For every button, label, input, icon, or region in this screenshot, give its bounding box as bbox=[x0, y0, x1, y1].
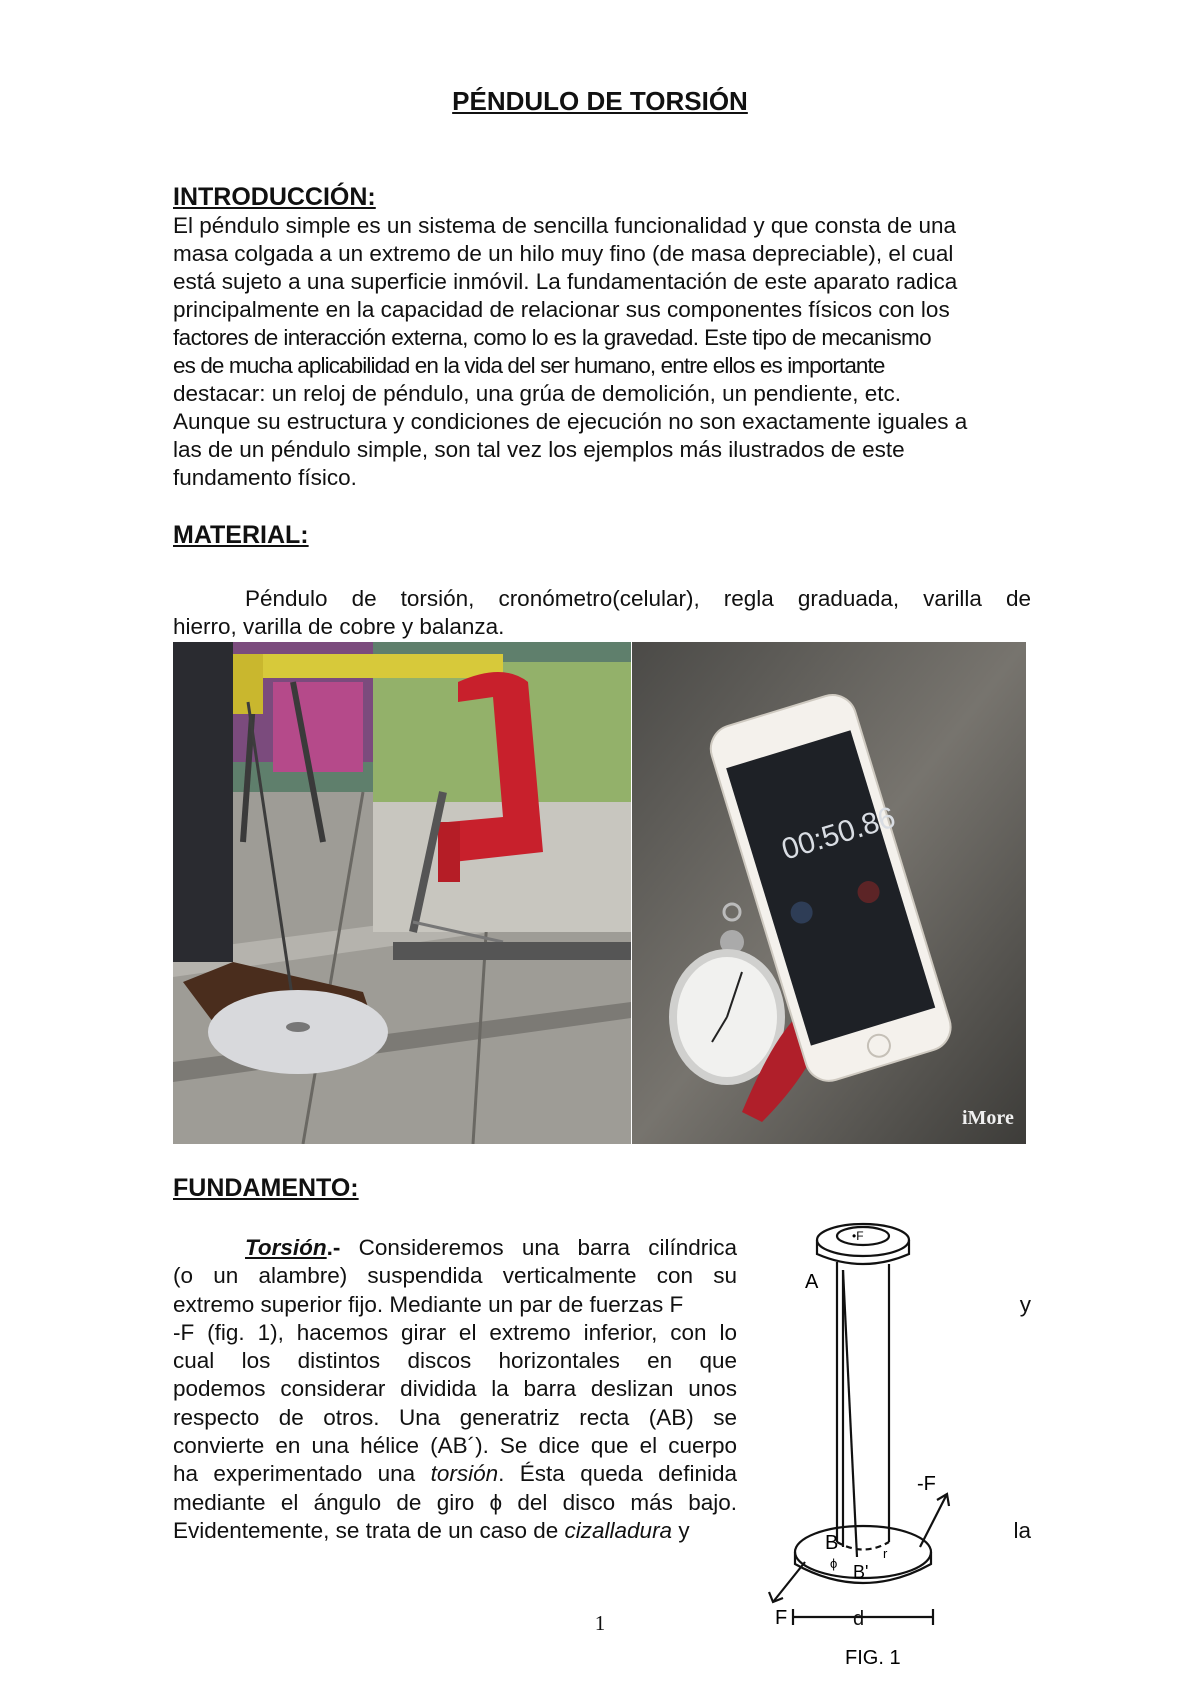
intro-line: las de un péndulo simple, son tal vez los ejemplos más ilustrados de este bbox=[173, 437, 905, 462]
intro-line: El péndulo simple es un sistema de sencilla funcionalidad y que consta de una bbox=[173, 213, 956, 238]
intro-line: masa colgada a un extremo de un hilo muy fino (de masa depreciable), el cual bbox=[173, 241, 954, 266]
stopwatch-display: 00:50.86 bbox=[777, 800, 900, 867]
intro-line: fundamento físico. bbox=[173, 465, 357, 490]
fundamento-line: mediante el ángulo de giro ϕ del disco más bajo. bbox=[173, 1489, 737, 1515]
torsion-figure bbox=[765, 1212, 955, 1672]
fundamento-line: -F (fig. 1), hacemos girar el extremo inferior, con lo bbox=[173, 1319, 737, 1345]
intro-heading: INTRODUCCIÓN: bbox=[173, 183, 376, 211]
fundamento-line-tail: la bbox=[1013, 1517, 1031, 1543]
imore-watermark: iMore bbox=[962, 1107, 1014, 1129]
fundamento-line-text: extremo superior fijo. Mediante un par de fuerzas F bbox=[173, 1291, 684, 1317]
fundamento-line bbox=[173, 1460, 737, 1488]
label-b-prime: B' bbox=[853, 1562, 869, 1582]
fundamento-line: (o un alambre) suspendida verticalmente con su bbox=[173, 1263, 737, 1289]
fundamento-line bbox=[173, 1234, 737, 1262]
fundamento-paragraph bbox=[173, 1234, 1031, 1545]
torsion-term: Torsión bbox=[245, 1235, 327, 1260]
intro-line: factores de interacción externa, como lo es la gravedad. Este tipo de mecanismo bbox=[173, 325, 932, 350]
fundamento-line-text: . Ésta queda definida bbox=[498, 1461, 737, 1487]
intro-line: principalmente en la capacidad de relacionar sus componentes físicos con los bbox=[173, 297, 950, 322]
fundamento-line: convierte en una hélice (AB´). Se dice que el cuerpo bbox=[173, 1433, 737, 1459]
label-d: d bbox=[853, 1608, 865, 1630]
fundamento-line-tail: y bbox=[1019, 1291, 1031, 1317]
label-top-f: •F bbox=[852, 1229, 864, 1243]
material-line: Péndulo de torsión, cronómetro(celular), regla graduada, varilla de bbox=[245, 586, 1031, 611]
material-heading: MATERIAL: bbox=[173, 521, 309, 549]
cizalladura-italic: cizalladura bbox=[564, 1517, 673, 1543]
intro-line: es de mucha aplicabilidad en la vida del ser humano, entre ellos es importante bbox=[173, 353, 885, 378]
intro-line: destacar: un reloj de péndulo, una grúa de demolición, un pendiente, etc. bbox=[173, 381, 902, 406]
fundamento-line: respecto de otros. Una generatriz recta (AB) se bbox=[173, 1404, 737, 1430]
pendulum-photo bbox=[173, 642, 631, 1144]
torsion-italic: torsión bbox=[430, 1461, 499, 1487]
intro-line: Aunque su estructura y condiciones de ejecución no son exactamente iguales a bbox=[173, 409, 968, 434]
fundamento-line: podemos considerar dividida la barra deslizan unos bbox=[173, 1376, 737, 1402]
label-phi: ϕ bbox=[830, 1556, 838, 1571]
fundamento-line-text: y bbox=[678, 1517, 690, 1543]
label-r: r bbox=[883, 1546, 888, 1561]
label-a: A bbox=[805, 1271, 819, 1293]
intro-paragraph bbox=[173, 212, 1035, 492]
fundamento-line: cual los distintos discos horizontales en que bbox=[173, 1348, 737, 1374]
page-title: PÉNDULO DE TORSIÓN bbox=[452, 86, 748, 116]
label-b: B bbox=[825, 1532, 839, 1554]
fundamento-line-text: Evidentemente, se trata de un caso de bbox=[173, 1517, 559, 1543]
figure-caption: FIG. 1 bbox=[845, 1647, 901, 1669]
fundamento-line-text: ha experimentado una bbox=[173, 1461, 416, 1487]
intro-line: está sujeto a una superficie inmóvil. La fundamentación de este aparato radica bbox=[173, 269, 958, 294]
stopwatch-photo bbox=[632, 642, 1026, 1144]
label-f: F bbox=[775, 1607, 788, 1629]
material-paragraph bbox=[173, 585, 1031, 641]
page-number: 1 bbox=[594, 1611, 606, 1635]
fundamento-heading: FUNDAMENTO: bbox=[173, 1174, 359, 1202]
fundamento-line-text: Consideremos una barra cilíndrica bbox=[340, 1235, 737, 1260]
material-line: hierro, varilla de cobre y balanza. bbox=[173, 614, 505, 639]
torsion-term-suffix: .- bbox=[326, 1235, 341, 1260]
label-neg-f: -F bbox=[917, 1473, 936, 1495]
